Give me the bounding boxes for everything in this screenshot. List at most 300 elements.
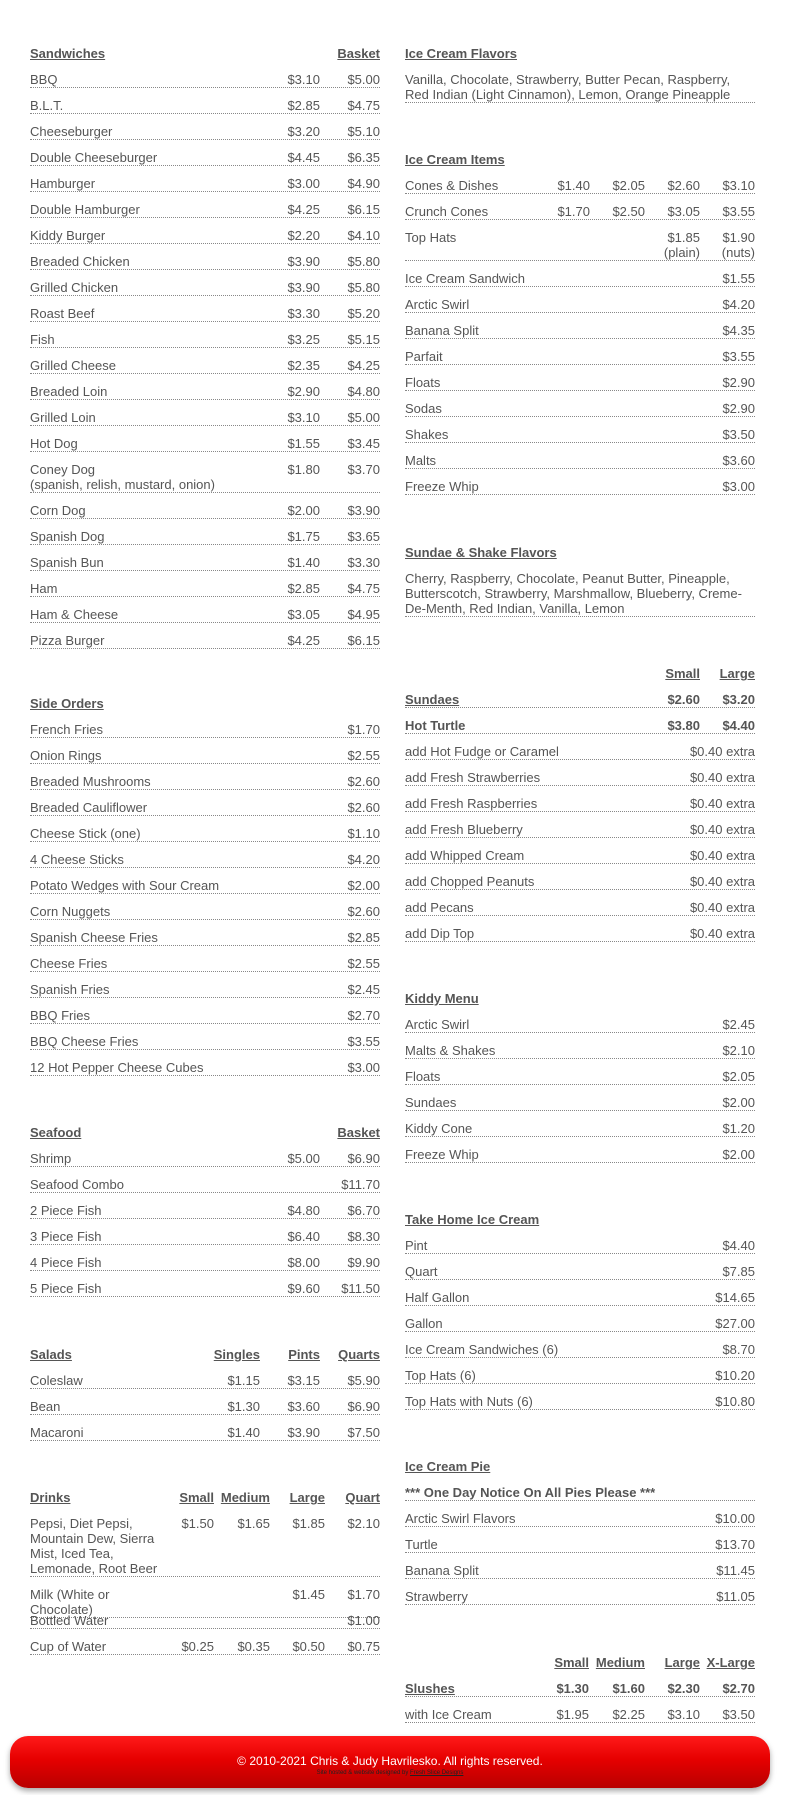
single-price: $3.90: [287, 280, 320, 295]
menu-item: [30, 1177, 380, 1193]
item-price: $2.60: [347, 774, 380, 789]
item-price: $2.60: [347, 800, 380, 815]
item-name: [30, 306, 260, 321]
item-name: [30, 581, 260, 596]
item-name: Corn Nuggets: [30, 904, 111, 919]
item-title: Cheeseburger: [30, 124, 113, 139]
item-name: Gallon: [405, 1316, 443, 1331]
item-name: Pepsi, Diet Pepsi, Mountain Dew, Sierra Mist, Iced Tea, Lemonade, Root Beer: [30, 1516, 158, 1576]
menu-item: [30, 1255, 380, 1271]
item-price: $2.05: [722, 1069, 755, 1084]
item-name: 5 Piece Fish: [30, 1281, 102, 1296]
basket-price: $5.20: [347, 306, 380, 321]
small-price: $3.80: [667, 718, 700, 733]
price-cell: $2.10: [347, 1516, 380, 1531]
footer-bar: [10, 1736, 770, 1788]
menu-item: [405, 427, 755, 443]
menu-item: [405, 1121, 755, 1137]
item-title: Double Cheeseburger: [30, 150, 158, 165]
item-name: [30, 332, 260, 347]
menu-item: [30, 1639, 380, 1655]
item-name: [30, 176, 260, 191]
item-price: $3.50: [722, 427, 755, 442]
addon-item: [405, 926, 755, 942]
menu-item: [30, 98, 380, 114]
menu-item: [405, 1290, 755, 1306]
menu-item: [405, 1511, 755, 1527]
take-home-header: [405, 1212, 755, 1227]
item-title: Fish: [30, 332, 55, 347]
item-title: Breaded Chicken: [30, 254, 130, 269]
menu-item: [30, 150, 380, 166]
large-price: $3.20: [722, 692, 755, 707]
menu-item: [405, 718, 755, 734]
addon-item: [405, 848, 755, 864]
menu-item: [30, 722, 380, 738]
item-title: Breaded Loin: [30, 384, 108, 399]
item-title: Ham & Cheese: [30, 607, 119, 622]
item-price: $13.70: [715, 1537, 755, 1552]
section-title: Take Home Ice Cream: [405, 1212, 540, 1227]
item-name: Potato Wedges with Sour Cream: [30, 878, 220, 893]
item-price: $3.55: [722, 349, 755, 364]
menu-item: [30, 581, 380, 597]
item-name: 4 Piece Fish: [30, 1255, 102, 1270]
item-price: $2.00: [347, 878, 380, 893]
item-price: $3.00: [722, 479, 755, 494]
item-name: [30, 529, 260, 544]
menu-item: [30, 503, 380, 519]
item-name: Arctic Swirl Flavors: [405, 1511, 516, 1526]
item-price: $3.55: [347, 1034, 380, 1049]
item-name: Macaroni: [30, 1425, 84, 1440]
menu-item: [405, 375, 755, 391]
single-price: $2.90: [287, 384, 320, 399]
item-name: add Fresh Blueberry: [405, 822, 523, 837]
column-header: Quart: [345, 1490, 380, 1505]
price-cell: $1.30: [227, 1399, 260, 1414]
item-name: Bean: [30, 1399, 61, 1414]
price-cell: $1.95: [556, 1707, 589, 1722]
menu-item: [30, 1008, 380, 1024]
menu-item: [30, 254, 380, 270]
basket-price: $3.30: [347, 555, 380, 570]
item-name: [30, 228, 260, 243]
item-name: Arctic Swirl: [405, 297, 470, 312]
price-note: (plain): [663, 245, 700, 260]
item-name: Parfait: [405, 349, 443, 364]
item-title: Spanish Bun: [30, 555, 104, 570]
item-name: Shrimp: [30, 1151, 72, 1166]
single-price: $2.35: [287, 358, 320, 373]
menu-item: [405, 204, 755, 220]
menu-item: [405, 479, 755, 495]
single-price: $6.40: [287, 1229, 320, 1244]
menu-item: [30, 1203, 380, 1219]
basket-price: $4.10: [347, 228, 380, 243]
item-price: $0.40 extra: [689, 848, 755, 863]
menu-item: [30, 384, 380, 400]
menu-item: [405, 1681, 755, 1697]
item-name: Milk (White or Chocolate): [30, 1587, 110, 1617]
single-price: $4.45: [287, 150, 320, 165]
price-cell: $3.15: [287, 1373, 320, 1388]
item-name: Cheese Fries: [30, 956, 108, 971]
item-name: Turtle: [405, 1537, 438, 1552]
item-name: with Ice Cream: [405, 1707, 492, 1722]
basket-price: $5.00: [347, 410, 380, 425]
item-price: $2.10: [722, 1043, 755, 1058]
addon-item: [405, 770, 755, 786]
item-title: Grilled Loin: [30, 410, 96, 425]
item-name: [30, 124, 260, 139]
item-title: Double Hamburger: [30, 202, 140, 217]
menu-item: [405, 323, 755, 339]
item-title: B.L.T.: [30, 98, 64, 113]
price-cell: $1.40: [227, 1425, 260, 1440]
item-price: $4.20: [347, 852, 380, 867]
price-value: $1.85: [667, 230, 700, 245]
basket-price: $4.75: [347, 581, 380, 596]
addon-item: [405, 796, 755, 812]
price-cell: $2.05: [612, 178, 645, 193]
menu-item: [30, 826, 380, 842]
item-name: add Pecans: [405, 900, 474, 915]
price-cell: $0.35: [237, 1639, 270, 1654]
menu-item: [405, 297, 755, 313]
menu-item: [30, 228, 380, 244]
item-name: [30, 150, 260, 165]
price-cell: $7.50: [347, 1425, 380, 1440]
menu-item: [30, 176, 380, 192]
basket-price: $9.90: [347, 1255, 380, 1270]
price-cell: $1.65: [237, 1516, 270, 1531]
price-cell: $1.70: [557, 204, 590, 219]
menu-item: [405, 1043, 755, 1059]
item-title: Ham: [30, 581, 58, 596]
item-price: $0.40 extra: [689, 926, 755, 941]
item-price: $10.00: [715, 1511, 755, 1526]
price-cell: $3.50: [722, 1707, 755, 1722]
item-name: Banana Split: [405, 323, 479, 338]
price-cell: $1.40: [557, 178, 590, 193]
menu-item: [405, 1095, 755, 1111]
item-price: $0.40 extra: [689, 744, 755, 759]
item-name: Spanish Fries: [30, 982, 110, 997]
column-header: Singles: [213, 1347, 260, 1362]
single-price: $1.75: [287, 529, 320, 544]
item-name: Sundaes: [405, 1095, 457, 1110]
menu-item: [30, 1229, 380, 1245]
menu-item: [30, 202, 380, 218]
drinks-header: [30, 1490, 380, 1505]
menu-item: [30, 1373, 380, 1389]
menu-item: [405, 1368, 755, 1384]
item-name: [30, 384, 260, 399]
menu-item: [30, 930, 380, 946]
column-header: Medium: [220, 1490, 270, 1505]
item-name: Slushes: [405, 1681, 455, 1696]
item-name: Cones & Dishes: [405, 178, 499, 193]
price-cell: $3.05: [667, 204, 700, 219]
ice-cream-flavors-header: [405, 46, 755, 61]
item-name: 3 Piece Fish: [30, 1229, 102, 1244]
single-price: $2.00: [287, 503, 320, 518]
menu-item: [405, 1394, 755, 1410]
slushes-header: [405, 1655, 755, 1670]
price-cell: $3.90: [287, 1425, 320, 1440]
single-price: $3.10: [287, 72, 320, 87]
price-cell: $1.60: [612, 1681, 645, 1696]
item-title: Corn Dog: [30, 503, 86, 518]
item-name: [30, 462, 260, 492]
flavor-list: Cherry, Raspberry, Chocolate, Peanut Butter, Pineapple, Butterscotch, Strawberry, Marshmallow, Blueberry, Creme-De-Menth, Red Indian, Vanilla, Lemon: [405, 571, 755, 617]
price-cell: $2.30: [667, 1681, 700, 1696]
item-title: BBQ: [30, 72, 58, 87]
menu-item: [30, 956, 380, 972]
credit-text: [10, 1770, 770, 1776]
item-name: [30, 202, 260, 217]
price-value: $1.90: [722, 230, 755, 245]
menu-item: [405, 401, 755, 417]
addon-item: [405, 874, 755, 890]
menu-item: [30, 280, 380, 296]
item-price: $2.90: [722, 401, 755, 416]
item-name: [30, 358, 260, 373]
menu-item: [405, 1238, 755, 1254]
item-name: [30, 72, 260, 87]
item-name: Kiddy Cone: [405, 1121, 473, 1136]
menu-item: [405, 230, 755, 261]
item-price: $27.00: [715, 1316, 755, 1331]
price-cell: $2.50: [612, 204, 645, 219]
menu-item: [30, 1516, 380, 1577]
section-title: Salads: [30, 1347, 72, 1362]
item-title: Hamburger: [30, 176, 96, 191]
menu-item: [30, 72, 380, 88]
item-price: $10.20: [715, 1368, 755, 1383]
menu-item: [405, 1069, 755, 1085]
side-orders-header: [30, 696, 380, 711]
sandwiches-header: [30, 46, 380, 61]
copyright-text: © 2010-2021 Chris & Judy Havrilesko. All rights reserved.: [237, 1754, 543, 1768]
price-cell: $2.70: [722, 1681, 755, 1696]
credit-label: Site hosted & website designed by: [316, 1770, 409, 1776]
sundaes-header: [405, 666, 755, 681]
menu-item: [405, 692, 755, 708]
menu-item: [30, 982, 380, 998]
sundae-flavors-header: [405, 545, 755, 560]
menu-item: [30, 1151, 380, 1167]
flavor-list: Vanilla, Chocolate, Strawberry, Butter Pecan, Raspberry, Red Indian (Light Cinnamon), Lemon, Orange Pineapple: [405, 72, 755, 103]
menu-item: [405, 1342, 755, 1358]
menu-item: [30, 1034, 380, 1050]
menu-item: [405, 271, 755, 287]
column-header-basket: Basket: [337, 46, 380, 61]
item-name: Strawberry: [405, 1589, 468, 1604]
column-header-small: Small: [665, 666, 700, 681]
item-name: Seafood Combo: [30, 1177, 124, 1192]
basket-price: $5.10: [347, 124, 380, 139]
section-title: Drinks: [30, 1490, 71, 1505]
item-price: $4.20: [722, 297, 755, 312]
item-price: $4.35: [722, 323, 755, 338]
large-price: $4.40: [722, 718, 755, 733]
item-name: [30, 503, 260, 518]
item-price: $10.80: [715, 1394, 755, 1409]
basket-price: $4.90: [347, 176, 380, 191]
addon-item: [405, 900, 755, 916]
price-cell: $1.70: [347, 1587, 380, 1602]
price-cell: $1.00: [347, 1613, 380, 1628]
item-price: $4.40: [722, 1238, 755, 1253]
item-price: $0.40 extra: [689, 874, 755, 889]
item-name: Shakes: [405, 427, 449, 442]
item-name: 12 Hot Pepper Cheese Cubes: [30, 1060, 204, 1075]
column-header-basket: Basket: [337, 1125, 380, 1140]
menu-item: [30, 852, 380, 868]
small-price: $2.60: [667, 692, 700, 707]
item-name: [30, 633, 260, 648]
item-name: [30, 436, 260, 451]
price-cell: $6.90: [347, 1399, 380, 1414]
item-title: Spanish Dog: [30, 529, 105, 544]
item-name: [30, 254, 260, 269]
item-price: $0.40 extra: [689, 770, 755, 785]
basket-price: $5.80: [347, 280, 380, 295]
basket-price: $3.45: [347, 436, 380, 451]
basket-price: $3.65: [347, 529, 380, 544]
item-name: Freeze Whip: [405, 1147, 479, 1162]
item-price: $2.45: [347, 982, 380, 997]
item-name: add Whipped Cream: [405, 848, 525, 863]
item-name: Cup of Water: [30, 1639, 107, 1654]
column-header: Large: [289, 1490, 325, 1505]
price-cell: $1.15: [227, 1373, 260, 1388]
column-header: Large: [664, 1655, 700, 1670]
item-title: Pizza Burger: [30, 633, 105, 648]
item-note: (spanish, relish, mustard, onion): [30, 477, 215, 492]
price-cell: $1.85: [292, 1516, 325, 1531]
item-name: French Fries: [30, 722, 103, 737]
menu-item: [30, 462, 380, 493]
single-price: $1.80: [287, 462, 320, 477]
menu-item: [30, 904, 380, 920]
price-cell: $3.10: [722, 178, 755, 193]
item-price: $14.65: [715, 1290, 755, 1305]
item-price: $0.40 extra: [689, 822, 755, 837]
single-price: $1.40: [287, 555, 320, 570]
basket-price: $6.15: [347, 633, 380, 648]
notice-text: *** One Day Notice On All Pies Please ***: [405, 1485, 656, 1500]
item-price: $2.00: [722, 1147, 755, 1162]
section-title: Seafood: [30, 1125, 82, 1140]
item-name: Cheese Stick (one): [30, 826, 141, 841]
basket-price: $5.80: [347, 254, 380, 269]
single-price: $3.00: [287, 176, 320, 191]
section-title: Sandwiches: [30, 46, 106, 61]
column-header: Small: [554, 1655, 589, 1670]
item-title: Coney Dog: [30, 462, 96, 477]
addon-item: [405, 822, 755, 838]
menu-item: [30, 1281, 380, 1297]
item-name: Spanish Cheese Fries: [30, 930, 158, 945]
menu-item: [405, 1264, 755, 1280]
single-price: $4.25: [287, 633, 320, 648]
menu-item: [405, 1017, 755, 1033]
item-name: Bottled Water: [30, 1613, 109, 1628]
designer-link[interactable]: Fresh Slice Designs: [410, 1770, 464, 1776]
pie-notice: [405, 1485, 755, 1501]
plain-price: [645, 230, 700, 260]
menu-item: [405, 1147, 755, 1163]
item-name: Ice Cream Sandwiches (6): [405, 1342, 559, 1357]
column-header: Quarts: [338, 1347, 380, 1362]
menu-item: [405, 1537, 755, 1553]
price-cell: $0.25: [181, 1639, 214, 1654]
item-name: Malts: [405, 453, 437, 468]
price-cell: $2.60: [667, 178, 700, 193]
section-title: Ice Cream Flavors: [405, 46, 518, 61]
item-name: Quart: [405, 1264, 438, 1279]
basket-price: $6.90: [347, 1151, 380, 1166]
price-cell: $1.50: [181, 1516, 214, 1531]
item-price: $1.20: [722, 1121, 755, 1136]
price-cell: $1.30: [556, 1681, 589, 1696]
menu-item: [405, 1589, 755, 1605]
item-name: [30, 410, 260, 425]
item-name: Top Hats (6): [405, 1368, 476, 1383]
basket-price: $4.75: [347, 98, 380, 113]
item-name: 2 Piece Fish: [30, 1203, 102, 1218]
item-price: $1.10: [347, 826, 380, 841]
basket-price: $5.15: [347, 332, 380, 347]
item-name: Breaded Cauliflower: [30, 800, 148, 815]
single-price: $4.25: [287, 202, 320, 217]
menu-item: [405, 349, 755, 365]
section-title: Kiddy Menu: [405, 991, 479, 1006]
menu-item: [30, 436, 380, 452]
price-cell: $5.90: [347, 1373, 380, 1388]
item-name: 4 Cheese Sticks: [30, 852, 124, 867]
menu-item: [405, 1316, 755, 1332]
item-price: $2.00: [722, 1095, 755, 1110]
price-cell: $0.75: [347, 1639, 380, 1654]
kiddy-menu-header: [405, 991, 755, 1006]
single-price: $8.00: [287, 1255, 320, 1270]
menu-item: [30, 410, 380, 426]
item-price: $2.55: [347, 956, 380, 971]
item-name: [30, 607, 260, 622]
item-price: $2.60: [347, 904, 380, 919]
menu-item: [30, 774, 380, 790]
price-note: (nuts): [721, 245, 755, 260]
menu-item: [30, 1399, 380, 1415]
item-name: add Hot Fudge or Caramel: [405, 744, 559, 759]
item-price: $3.60: [722, 453, 755, 468]
menu-item: [405, 453, 755, 469]
item-title: Roast Beef: [30, 306, 95, 321]
menu-item: [30, 633, 380, 649]
addon-item: [405, 744, 755, 760]
column-header: Small: [179, 1490, 214, 1505]
single-price: $2.85: [287, 98, 320, 113]
item-name: Half Gallon: [405, 1290, 470, 1305]
single-price: $9.60: [287, 1281, 320, 1296]
item-name: Freeze Whip: [405, 479, 479, 494]
single-price: $5.00: [287, 1151, 320, 1166]
item-price: $2.45: [722, 1017, 755, 1032]
